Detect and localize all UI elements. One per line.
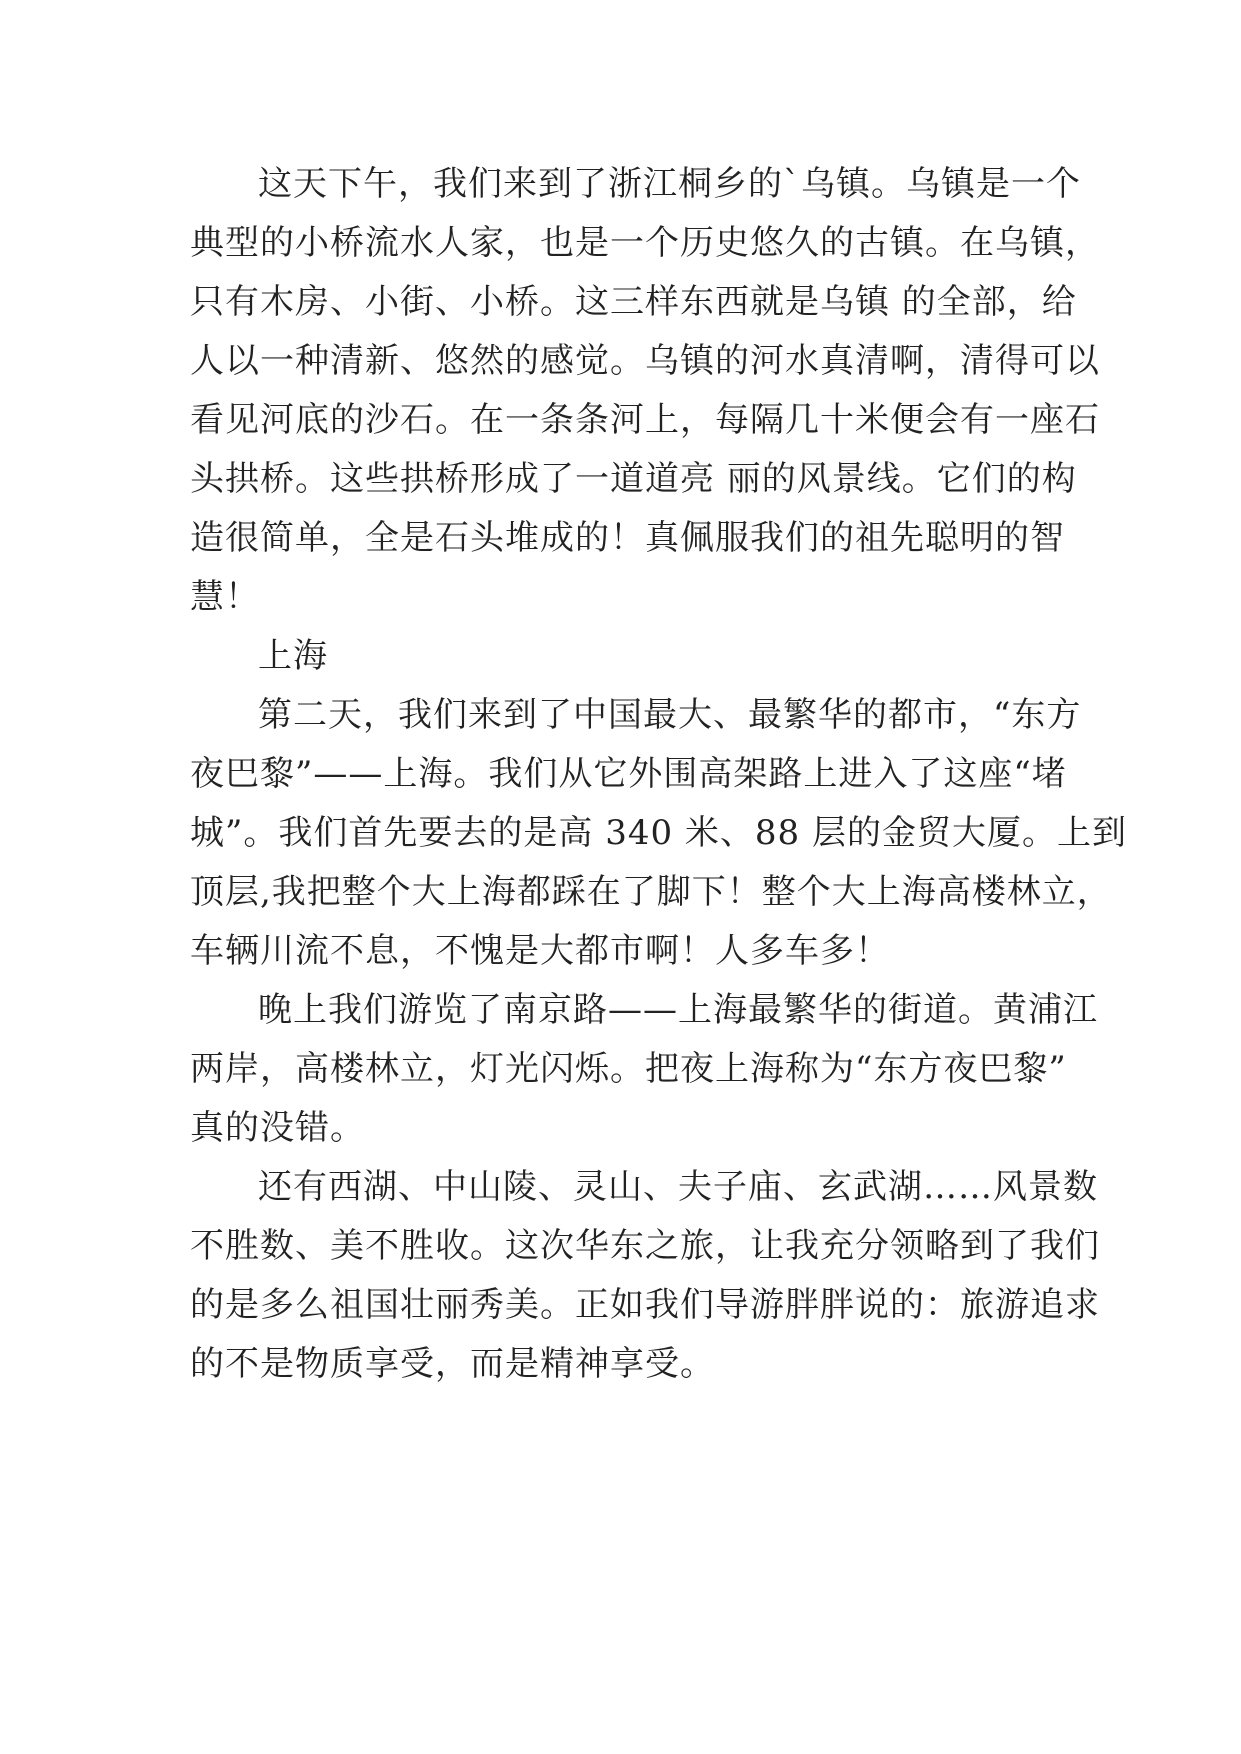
text-line: 还有西湖、中山陵、灵山、夫子庙、玄武湖……风景数 [258, 1167, 1098, 1207]
text-line: 的不是物质享受，而是精神享受。 [190, 1344, 715, 1384]
text-line: 看见河底的沙石。在一条条河上，每隔几十米便会有一座石 [190, 400, 1100, 440]
text-line: 真的没错。 [190, 1108, 365, 1148]
paragraph-wuzhen [190, 155, 1100, 627]
text-line: 顶层,我把整个大上海都踩在了脚下！整个大上海高楼林立， [190, 872, 1112, 912]
text-line: 这天下午，我们来到了浙江桐乡的`乌镇。乌镇是一个 [258, 164, 1081, 204]
document-body [190, 155, 1127, 1394]
text-line: 第二天，我们来到了中国最大、最繁华的都市，“东方 [258, 695, 1082, 735]
text-line: 典型的小桥流水人家，也是一个历史悠久的古镇。在乌镇， [190, 223, 1100, 263]
text-line: 慧！ [190, 577, 260, 617]
text-line: 只有木房、小街、小桥。这三样东西就是乌镇 的全部，给 [190, 282, 1077, 322]
text-line: 头拱桥。这些拱桥形成了一道道亮 丽的风景线。它们的构 [190, 459, 1077, 499]
text-line: 夜巴黎”——上海。我们从它外围高架路上进入了这座“堵 [190, 754, 1067, 794]
text-line: 的是多么祖国壮丽秀美。正如我们导游胖胖说的：旅游追求 [190, 1285, 1100, 1325]
text-line: 造很简单，全是石头堆成的！真佩服我们的祖先聪明的智 [190, 518, 1065, 558]
text-line: 两岸，高楼林立，灯光闪烁。把夜上海称为“东方夜巴黎” [190, 1049, 1067, 1089]
heading-shanghai: 上海 [258, 636, 328, 676]
paragraph-shanghai [190, 686, 1127, 981]
text-line: 人以一种清新、悠然的感觉。乌镇的河水真清啊，清得可以 [190, 341, 1100, 381]
paragraph-conclusion [190, 1158, 1100, 1394]
section-heading [190, 627, 1070, 686]
text-line: 城”。我们首先要去的是高 340 米、88 层的金贸大厦。上到 [190, 813, 1127, 853]
text-line: 不胜数、美不胜收。这次华东之旅，让我充分领略到了我们 [190, 1226, 1100, 1266]
text-line: 晚上我们游览了南京路——上海最繁华的街道。黄浦江 [258, 990, 1098, 1030]
text-line: 车辆川流不息，不愧是大都市啊！人多车多！ [190, 931, 890, 971]
paragraph-nanjing-road [190, 981, 1098, 1158]
